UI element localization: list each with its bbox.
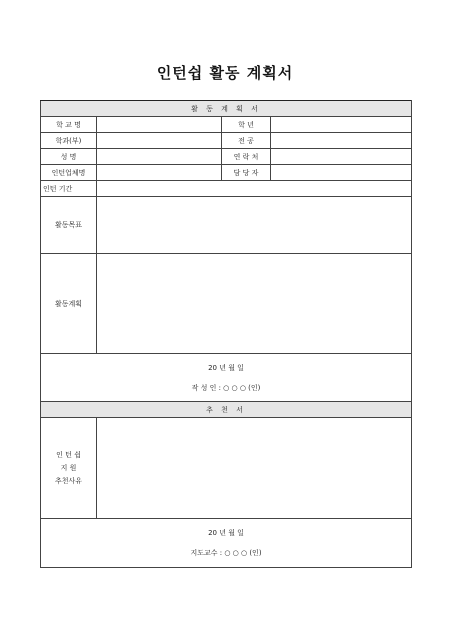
writer-date: 20 년 월 일 [208,363,244,372]
plan-form-table [40,100,412,568]
company-field[interactable] [97,165,222,181]
grade-field[interactable] [271,117,412,133]
period-field[interactable] [97,181,412,197]
section-header-plan: 활 동 계 획 서 [41,101,412,117]
recommend-label-line2: 지 원 [60,463,77,472]
grade-label: 학 년 [222,117,271,133]
dept-label: 학과(부) [41,133,97,149]
major-field[interactable] [271,133,412,149]
name-field[interactable] [97,149,222,165]
contact-label: 연 락 처 [222,149,271,165]
writer-signature: 작 성 인 : ○ ○ ○ (인) [191,383,261,392]
contact-field[interactable] [271,149,412,165]
recommend-reason-field[interactable] [97,418,412,519]
plan-field[interactable] [97,254,412,354]
goal-field[interactable] [97,197,412,254]
period-label: 인턴 기간 [41,181,97,197]
manager-label: 담 당 자 [222,165,271,181]
advisor-signature: 지도교수 : ○ ○ ○ (인) [190,549,262,557]
advisor-date: 20 년 월 일 [208,529,244,537]
major-label: 전 공 [222,133,271,149]
advisor-sign-block [41,519,412,568]
plan-label: 활동계획 [41,254,97,354]
section-header-recommend: 추 천 서 [41,402,412,418]
name-label: 성 명 [41,149,97,165]
school-field[interactable] [97,117,222,133]
goal-label: 활동목표 [41,197,97,254]
manager-field[interactable] [271,165,412,181]
dept-field[interactable] [97,133,222,149]
school-label: 학 교 명 [41,117,97,133]
recommend-reason-label [41,418,97,519]
recommend-label-line1: 인 턴 쉽 [56,450,81,459]
writer-sign-block [41,354,412,402]
recommend-label-line3: 추천사유 [54,476,83,485]
document-title: 인턴쉽 활동 계획서 [156,64,294,82]
company-label: 인턴업체명 [41,165,97,181]
